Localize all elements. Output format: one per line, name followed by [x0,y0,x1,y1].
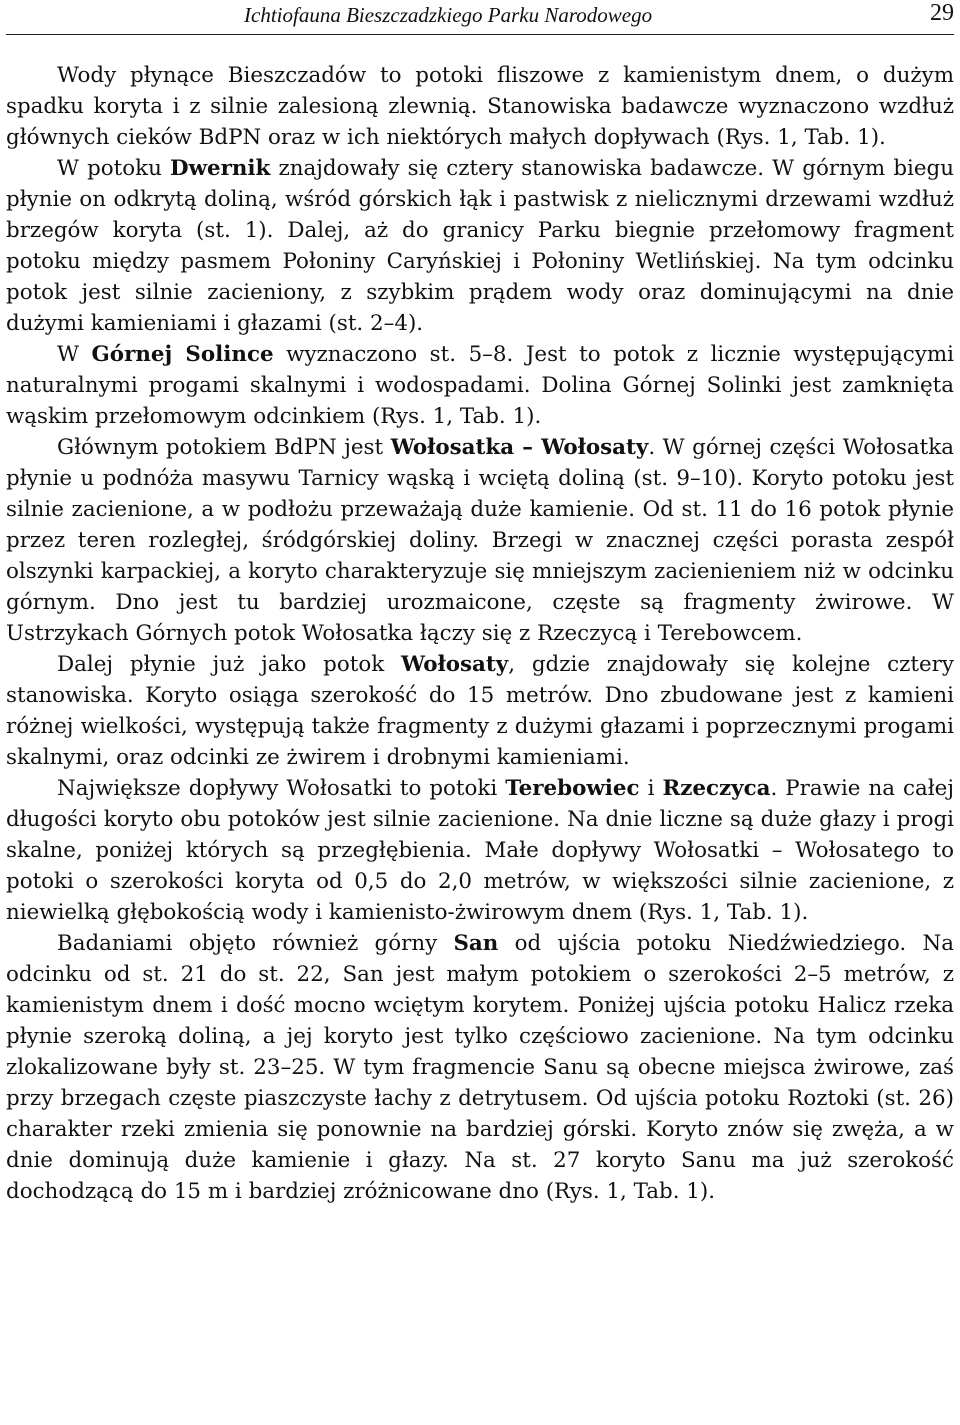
text-run: , gdzie znajdowały się kolejne cztery stanowiska. Koryto osiąga szerokość do 15 metrów. Dno zbudowane jest z kamieni różnej wielkości, występują także fragmenty z dużymi głazami i poprzecznymi progami skalnymi, oraz odcinki ze żwirem i drobnymi kamieniami. [6,652,954,770]
text-run: Największe dopływy Wołosatki to potoki [57,776,506,801]
running-header-title: Ichtiofauna Bieszczadzkiego Parku Narodowego [244,3,653,27]
paragraph-dwernik [6,153,954,339]
stream-name-dwernik: Dwernik [170,156,271,181]
text-run: Wody płynące Bieszczadów to potoki fliszowe z kamienistym dnem, o dużym spadku koryta i z silnie zalesioną zlewnią. Stanowiska badawcze wyznaczono wzdłuż głównych cieków BdPN oraz w ich niektórych małych dopływach (Rys. 1, Tab. 1). [6,63,954,150]
text-run: Głównym potokiem BdPN jest [57,435,391,460]
body-text [6,60,954,1207]
paragraph-san [6,928,954,1207]
river-name-san: San [453,931,499,956]
document-page [6,0,954,1425]
text-run: i [639,776,663,801]
text-run: W [57,342,92,367]
stream-name-wolosatka-wolosaty: Wołosatka – Wołosaty [390,435,649,460]
stream-name-gorna-solinka: Górnej Solince [91,342,274,367]
text-run: wyznaczono st. 5–8. Jest to potok z licznie występującymi naturalnymi progami skalnymi i wodospadami. Dolina Górnej Solinki jest zamknięta wąskim przełomowym odcinkiem (Rys. 1, Tab. 1). [6,342,954,429]
stream-name-wolosaty: Wołosaty [400,652,509,677]
paragraph-gorna-solinka [6,339,954,432]
text-run: . W górnej części Wołosatka płynie u podnóża masywu Tarnicy wąską i wciętą doliną (st. 9–10). Koryto potoku jest silnie zacienione, a w podłożu przeważają duże kamienie. Od st. 11 do 16 potok płynie przez teren rozległej, śródgórskiej doliny. Brzegi w znacznej części porasta zespół olszynki karpackiej, a koryto charakteryzuje się mniejszym zacienieniem niż w odcinku górnym. Dno jest tu bardziej urozmaicone, częste są fragmenty żwirowe. W Ustrzykach Górnych potok Wołosatka łączy się z Rzeczycą i Terebowcem. [6,435,954,646]
stream-name-terebowiec: Terebowiec [505,776,640,801]
paragraph-wolosatka [6,432,954,649]
paragraph-tributaries [6,773,954,928]
stream-name-rzeczyca: Rzeczyca [662,776,771,801]
running-header [6,0,954,35]
text-run: Dalej płynie już jako potok [57,652,401,677]
text-run: znajdowały się cztery stanowiska badawcze. W górnym biegu płynie on odkrytą doliną, wśród górskich łąk i pastwisk z nielicznymi drzewami wzdłuż brzegów koryta (st. 1). Dalej, aż do granicy Parku biegnie przełomowy fragment potoku między pasmem Połoniny Caryńskiej i Połoniny Wetlińskiej. Na tym odcinku potok jest silnie zacieniony, z szybkim prądem wody oraz dominującymi na dnie dużymi kamieniami i głazami (st. 2–4). [6,156,954,336]
paragraph-intro [6,60,954,153]
page-number: 29 [930,0,954,26]
text-run: . Prawie na całej długości koryto obu potoków jest silnie zacienione. Na dnie liczne są duże głazy i progi skalne, poniżej których są przegłębienia. Małe dopływy Wołosatki – Wołosatego to potoki o szerokości koryta od 0,5 do 2,0 metrów, w większości silnie zacienione, z niewielką głębokością wody i kamienisto-żwirowym dnem (Rys. 1, Tab. 1). [6,776,954,925]
paragraph-wolosaty [6,649,954,773]
text-run: W potoku [57,156,171,181]
text-run: Badaniami objęto również górny [57,931,454,956]
text-run: od ujścia potoku Niedźwiedziego. Na odcinku od st. 21 do st. 22, San jest małym potokiem o szerokości 2–5 metrów, z kamienistym dnem i dość mocno wciętym korytem. Poniżej ujścia potoku Halicz rzeka płynie szeroką doliną, a jej koryto jest tylko częściowo zacienione. Na tym odcinku zlokalizowane były st. 23–25. W tym fragmencie Sanu są obecne miejsca żwirowe, zaś przy brzegach częste piaszczyste łachy z detrytusem. Od ujścia potoku Roztoki (st. 26) charakter rzeki zmienia się ponownie na bardziej górski. Koryto znów się zwęża, a w dnie dominują duże kamienie i głazy. Na st. 27 koryto Sanu ma już szerokość dochodzącą do 15 m i bardziej zróżnicowane dno (Rys. 1, Tab. 1). [6,931,954,1204]
